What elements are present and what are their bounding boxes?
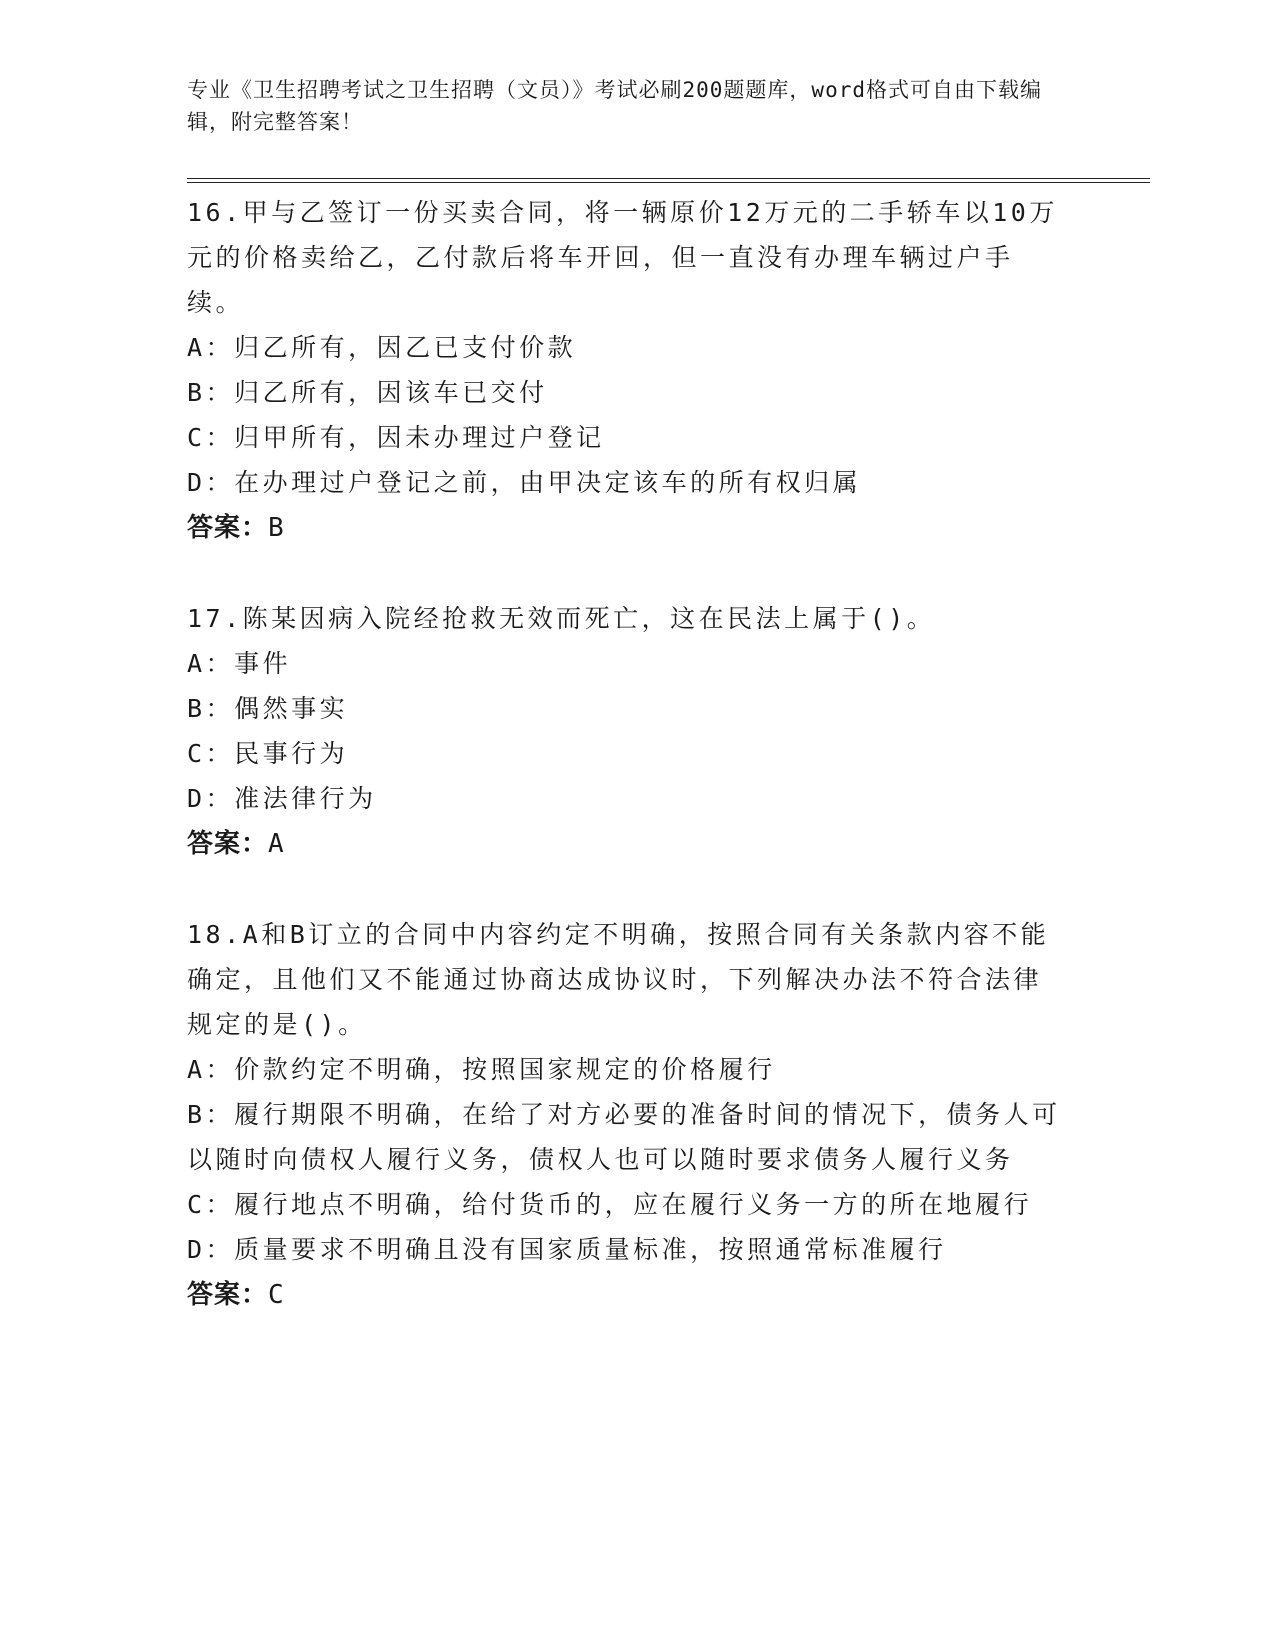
question-stem: 18.A和B订立的合同中内容约定不明确，按照合同有关条款内容不能确定，且他们又不能通过协商达成协议时，下列解决办法不符合法律规定的是()。 (187, 920, 1050, 1039)
option-key: B： (187, 1100, 235, 1129)
option-c (187, 731, 1067, 776)
option-d (187, 460, 1067, 505)
document-header: 专业《卫生招聘考试之卫生招聘（文员）》考试必刷200题题库，word格式可自由下载编辑，附完整答案！ (187, 78, 1042, 134)
option-text: 归乙所有，因乙已支付价款 (234, 333, 577, 362)
answer-value: C (268, 1280, 285, 1310)
question-stem: 17.陈某因病入院经抢救无效而死亡，这在民法上属于()。 (187, 604, 936, 633)
option-text: 偶然事实 (234, 694, 349, 723)
option-key: B： (187, 378, 235, 407)
option-b (187, 1092, 1067, 1182)
answer-line (187, 821, 1067, 867)
option-b (187, 370, 1067, 415)
option-key: C： (187, 739, 235, 768)
option-d (187, 1227, 1067, 1272)
option-key: A： (187, 649, 235, 678)
option-text: 准法律行为 (234, 784, 377, 813)
option-key: B： (187, 694, 235, 723)
answer-value: B (268, 513, 285, 543)
question-stem: 16.甲与乙签订一份买卖合同，将一辆原价12万元的二手轿车以10万元的价格卖给乙，乙付款后将车开回，但一直没有办理车辆过户手续。 (187, 198, 1058, 317)
header-divider (187, 178, 1150, 183)
option-key: A： (187, 333, 235, 362)
option-c (187, 1182, 1067, 1227)
answer-label: 答案： (187, 513, 269, 543)
option-a (187, 641, 1067, 686)
question-16 (187, 190, 1067, 551)
answer-label: 答案： (187, 829, 269, 859)
option-text: 归乙所有，因该车已交付 (234, 378, 548, 407)
option-text: 履行期限不明确，在给了对方必要的准备时间的情况下，债务人可以随时向债权人履行义务，债权人也可以随时要求债务人履行义务 (187, 1100, 1061, 1174)
option-key: C： (187, 1190, 235, 1219)
option-a (187, 325, 1067, 370)
option-b (187, 686, 1067, 731)
option-key: D： (187, 468, 235, 497)
option-text: 归甲所有，因未办理过户登记 (234, 423, 605, 452)
option-key: D： (187, 784, 235, 813)
question-list (187, 190, 1067, 1363)
option-text: 民事行为 (234, 739, 349, 768)
option-text: 履行地点不明确，给付货币的，应在履行义务一方的所在地履行 (234, 1190, 1033, 1219)
option-c (187, 415, 1067, 460)
answer-line (187, 505, 1067, 551)
option-text: 价款约定不明确，按照国家规定的价格履行 (234, 1055, 776, 1084)
question-17 (187, 596, 1067, 867)
option-key: C： (187, 423, 235, 452)
option-key: D： (187, 1235, 235, 1264)
question-18 (187, 912, 1067, 1318)
option-text: 事件 (234, 649, 292, 678)
answer-line (187, 1272, 1067, 1318)
option-text: 质量要求不明确且没有国家质量标准，按照通常标准履行 (234, 1235, 947, 1264)
option-a (187, 1047, 1067, 1092)
option-text: 在办理过户登记之前，由甲决定该车的所有权归属 (234, 468, 862, 497)
option-d (187, 776, 1067, 821)
option-key: A： (187, 1055, 235, 1084)
answer-label: 答案： (187, 1280, 269, 1310)
answer-value: A (268, 829, 285, 859)
